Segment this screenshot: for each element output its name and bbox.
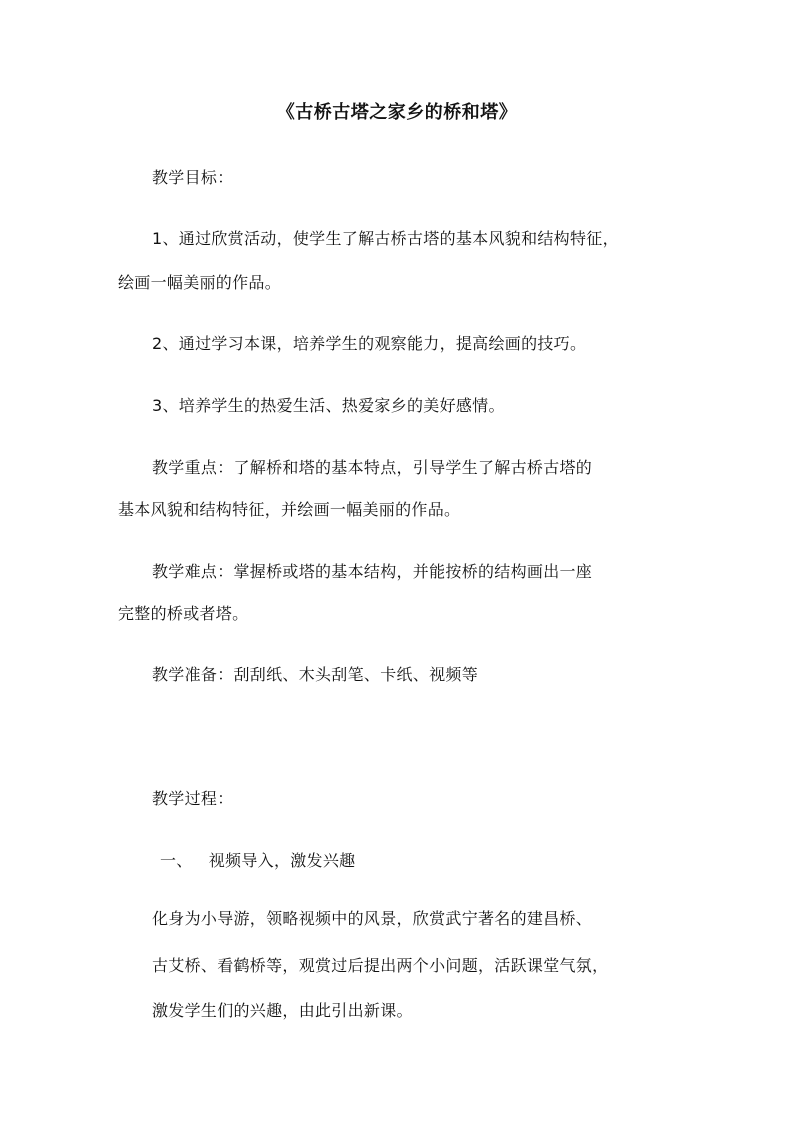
- process-heading: 教学过程：: [152, 789, 234, 808]
- step-1-heading: 一、 视频导入，激发兴趣: [160, 851, 356, 870]
- document-title: 《古桥古塔之家乡的桥和塔》: [276, 102, 518, 123]
- objectives-heading: 教学目标：: [152, 168, 234, 187]
- preparation: 教学准备：刮刮纸、木头刮笔、卡纸、视频等: [152, 665, 479, 684]
- difficulties-line-1: 教学难点：掌握桥或塔的基本结构，并能按桥的结构画出一座: [152, 562, 593, 581]
- key-points-line-1: 教学重点：了解桥和塔的基本特点，引导学生了解古桥古塔的: [152, 458, 593, 477]
- objective-1-line-2: 绘画一幅美丽的作品。: [118, 273, 282, 292]
- key-points-line-2: 基本风貌和结构特征，并绘画一幅美丽的作品。: [118, 500, 461, 519]
- objective-1-line-1: 1、通过欣赏活动，使学生了解古桥古塔的基本风貌和结构特征，: [152, 229, 619, 248]
- step-1-line-1: 化身为小导游，领略视频中的风景，欣赏武宁著名的建昌桥、: [152, 909, 593, 928]
- difficulties-line-2: 完整的桥或者塔。: [118, 604, 249, 623]
- objective-2: 2、通过学习本课，培养学生的观察能力，提高绘画的技巧。: [152, 334, 587, 353]
- step-1-line-2: 古艾桥、看鹤桥等，观赏过后提出两个小问题，活跃课堂气氛，: [152, 956, 609, 975]
- step-1-line-3: 激发学生们的兴趣，由此引出新课。: [152, 1001, 413, 1020]
- objective-3: 3、培养学生的热爱生活、热爱家乡的美好感情。: [152, 396, 505, 415]
